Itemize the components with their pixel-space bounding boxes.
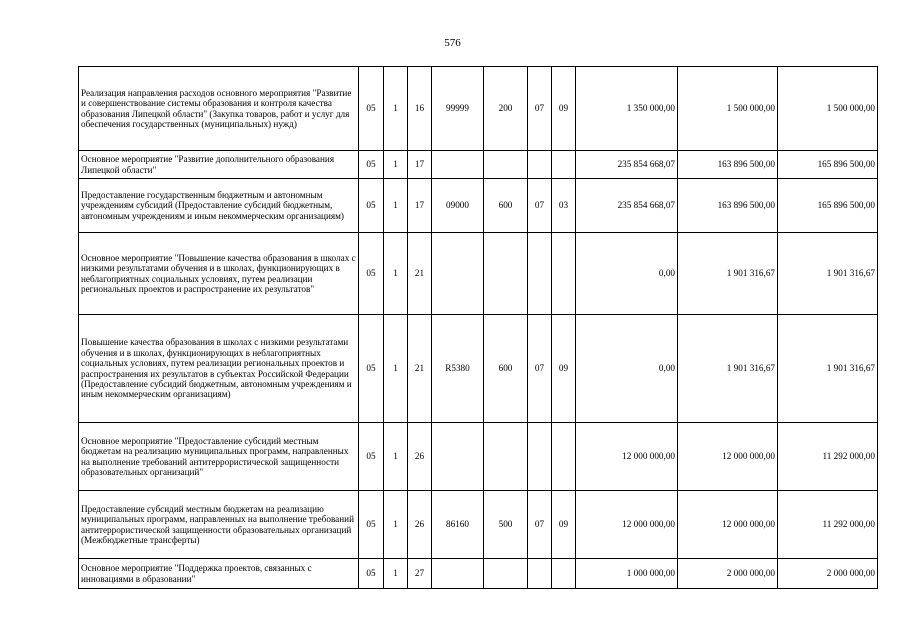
cell-subsection	[552, 151, 576, 179]
cell-amount-year-3: 1 901 316,67	[778, 233, 878, 315]
cell-expense-direction	[432, 151, 484, 179]
cell-subsection: 09	[552, 67, 576, 151]
cell-expense-type: 200	[484, 67, 528, 151]
cell-section: 07	[528, 67, 552, 151]
cell-expense-type: 600	[484, 179, 528, 233]
cell-amount-year-2: 2 000 000,00	[678, 559, 778, 589]
cell-program-code: 05	[359, 315, 384, 423]
cell-expense-direction: 09000	[432, 179, 484, 233]
budget-table	[78, 66, 878, 589]
cell-program-code: 05	[359, 559, 384, 589]
table-row	[79, 559, 878, 589]
cell-amount-year-3: 11 292 000,00	[778, 491, 878, 559]
cell-amount-year-1: 0,00	[576, 233, 678, 315]
table-body	[79, 67, 878, 589]
cell-amount-year-1: 235 854 668,07	[576, 151, 678, 179]
cell-expense-direction	[432, 233, 484, 315]
cell-subprogram-code: 1	[384, 423, 408, 491]
cell-subprogram-code: 1	[384, 151, 408, 179]
cell-expense-direction	[432, 423, 484, 491]
cell-expense-direction: 86160	[432, 491, 484, 559]
cell-expense-type	[484, 151, 528, 179]
cell-program-code: 05	[359, 67, 384, 151]
cell-amount-year-2: 1 500 000,00	[678, 67, 778, 151]
cell-subsection: 03	[552, 179, 576, 233]
cell-subsection	[552, 423, 576, 491]
cell-section	[528, 423, 552, 491]
cell-expense-type: 600	[484, 315, 528, 423]
cell-description: Основное мероприятие "Поддержка проектов, связанных с инновациями в образовании"	[79, 559, 359, 589]
cell-description: Предоставление субсидий местным бюджетам на реализацию муниципальных программ, направленных на выполнение требований антитеррористической защищенности образовательных организаций (Межбюджетные трансферты)	[79, 491, 359, 559]
cell-section	[528, 233, 552, 315]
cell-subprogram-code: 1	[384, 233, 408, 315]
cell-amount-year-2: 163 896 500,00	[678, 151, 778, 179]
cell-subsection	[552, 233, 576, 315]
cell-subsection: 09	[552, 315, 576, 423]
cell-description: Основное мероприятие "Развитие дополнительного образования Липецкой области"	[79, 151, 359, 179]
cell-section: 07	[528, 315, 552, 423]
cell-expense-type	[484, 423, 528, 491]
table-row	[79, 179, 878, 233]
cell-subsection	[552, 559, 576, 589]
cell-amount-year-2: 12 000 000,00	[678, 491, 778, 559]
cell-amount-year-1: 12 000 000,00	[576, 423, 678, 491]
table-row	[79, 233, 878, 315]
cell-section: 07	[528, 491, 552, 559]
cell-amount-year-3: 2 000 000,00	[778, 559, 878, 589]
cell-description: Реализация направления расходов основного мероприятия "Развитие и совершенствование системы образования и контроля качества образования Липецкой области" (Закупка товаров, работ и услуг для обеспечения государственных (муниципальных) нужд)	[79, 67, 359, 151]
cell-expense-direction: 99999	[432, 67, 484, 151]
cell-description: Основное мероприятие "Предоставление субсидий местным бюджетам на реализацию муниципальных программ, направленных на выполнение требований антитеррористической защищенности образовательных организаций"	[79, 423, 359, 491]
cell-amount-year-1: 0,00	[576, 315, 678, 423]
cell-description: Предоставление государственным бюджетным и автономным учреждениям субсидий (Предоставление субсидий бюджетным, автономным учреждениям и иным некоммерческим организациям)	[79, 179, 359, 233]
cell-subprogram-code: 1	[384, 315, 408, 423]
cell-expense-type	[484, 233, 528, 315]
cell-activity-code: 26	[408, 491, 432, 559]
cell-program-code: 05	[359, 423, 384, 491]
cell-subprogram-code: 1	[384, 559, 408, 589]
table-row	[79, 151, 878, 179]
cell-activity-code: 16	[408, 67, 432, 151]
table-row	[79, 491, 878, 559]
table-row	[79, 423, 878, 491]
table-row	[79, 315, 878, 423]
cell-expense-direction: R5380	[432, 315, 484, 423]
cell-amount-year-2: 1 901 316,67	[678, 233, 778, 315]
cell-activity-code: 26	[408, 423, 432, 491]
cell-amount-year-3: 165 896 500,00	[778, 179, 878, 233]
cell-amount-year-1: 1 000 000,00	[576, 559, 678, 589]
cell-subsection: 09	[552, 491, 576, 559]
cell-amount-year-3: 1 901 316,67	[778, 315, 878, 423]
cell-activity-code: 17	[408, 179, 432, 233]
cell-amount-year-3: 11 292 000,00	[778, 423, 878, 491]
cell-expense-direction	[432, 559, 484, 589]
cell-program-code: 05	[359, 179, 384, 233]
cell-activity-code: 21	[408, 315, 432, 423]
cell-amount-year-2: 163 896 500,00	[678, 179, 778, 233]
page-number: 576	[444, 37, 461, 49]
cell-program-code: 05	[359, 491, 384, 559]
cell-subprogram-code: 1	[384, 179, 408, 233]
cell-subprogram-code: 1	[384, 67, 408, 151]
cell-activity-code: 17	[408, 151, 432, 179]
cell-expense-type: 500	[484, 491, 528, 559]
cell-section	[528, 559, 552, 589]
cell-activity-code: 27	[408, 559, 432, 589]
cell-amount-year-1: 235 854 668,07	[576, 179, 678, 233]
cell-program-code: 05	[359, 151, 384, 179]
cell-amount-year-2: 1 901 316,67	[678, 315, 778, 423]
cell-section	[528, 151, 552, 179]
cell-description: Повышение качества образования в школах с низкими результатами обучения и в школах, функционирующих в неблагоприятных социальных условиях, путем реализации региональных проектов и распространения их результатов в субъектах Российской Федерации (Предоставление субсидий бюджетным, автономным учреждениям и иным некоммерческим организациям)	[79, 315, 359, 423]
cell-section: 07	[528, 179, 552, 233]
cell-amount-year-1: 12 000 000,00	[576, 491, 678, 559]
cell-amount-year-3: 165 896 500,00	[778, 151, 878, 179]
table-row	[79, 67, 878, 151]
cell-subprogram-code: 1	[384, 491, 408, 559]
cell-amount-year-2: 12 000 000,00	[678, 423, 778, 491]
cell-activity-code: 21	[408, 233, 432, 315]
cell-expense-type	[484, 559, 528, 589]
cell-amount-year-1: 1 350 000,00	[576, 67, 678, 151]
cell-program-code: 05	[359, 233, 384, 315]
cell-amount-year-3: 1 500 000,00	[778, 67, 878, 151]
cell-description: Основное мероприятие "Повышение качества образования в школах с низкими результатами обучения и в школах, функционирующих в неблагоприятных социальных условиях, путем реализации региональных проектов и распространение их результатов"	[79, 233, 359, 315]
